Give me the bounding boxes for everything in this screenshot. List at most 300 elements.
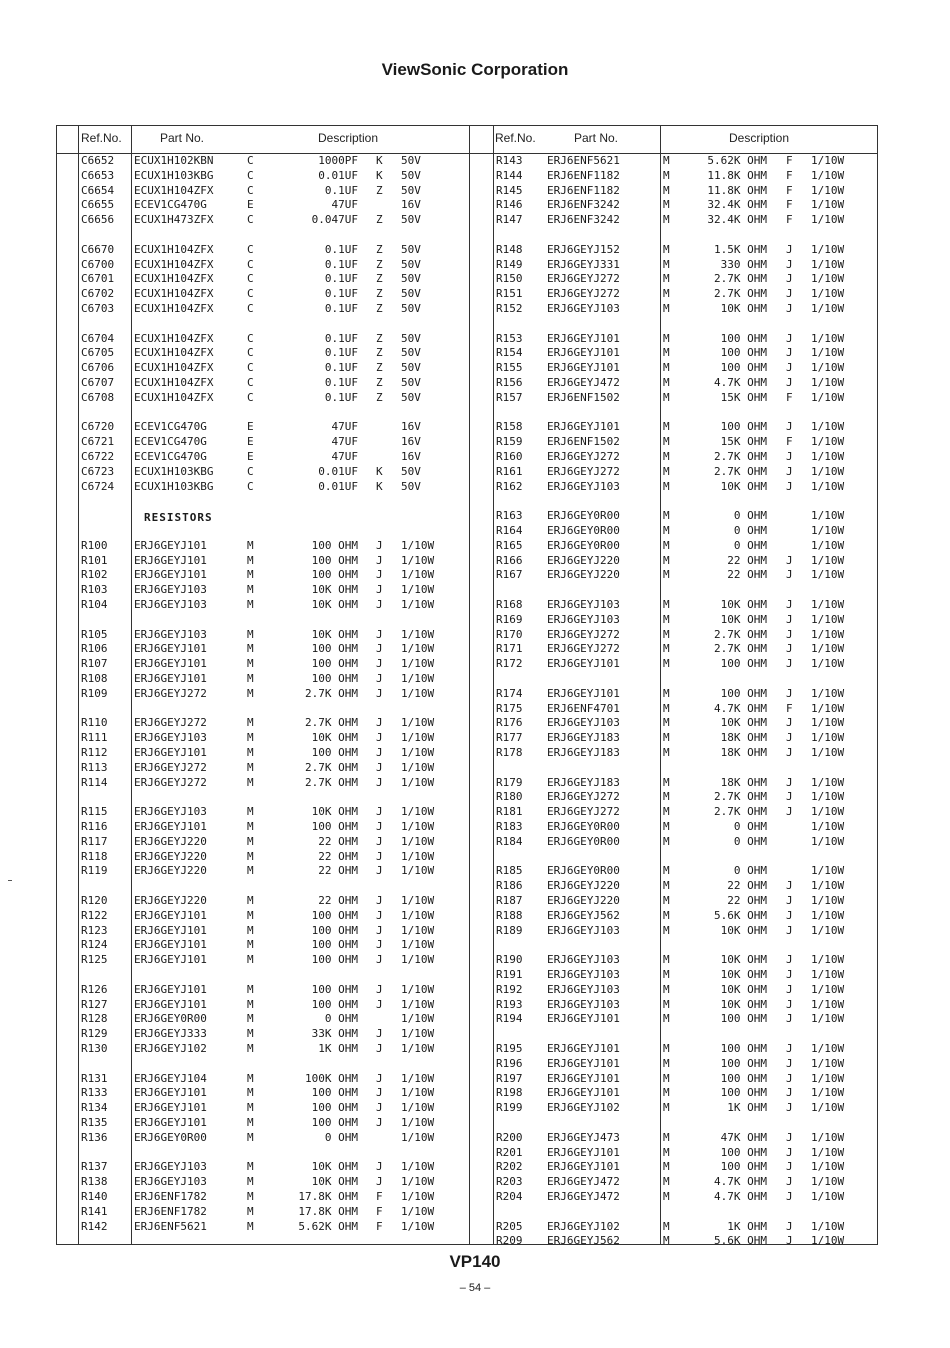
rating: 1/10W: [811, 390, 845, 404]
type: M: [247, 997, 254, 1011]
value: 47UF: [331, 435, 358, 449]
ref-no: R201: [496, 1145, 523, 1159]
part-no: ERJ6GEYJ183: [547, 731, 620, 745]
value: 0.1UF: [324, 390, 358, 404]
rating: 1/10W: [811, 479, 845, 493]
part-no: ERJ6GEYJ333: [134, 1027, 207, 1041]
type: M: [663, 1234, 670, 1248]
tolerance: J: [786, 731, 793, 745]
rating: 50V: [401, 479, 421, 493]
value: 1000PF: [318, 154, 358, 167]
tolerance: F: [376, 1204, 383, 1218]
ref-no: R185: [496, 864, 523, 878]
type: M: [663, 553, 670, 567]
table-row: [0, 953, 950, 967]
part-no: ERJ6GEYJ101: [134, 923, 207, 937]
table-row: [0, 1027, 950, 1041]
rating: 1/10W: [811, 213, 845, 227]
part-no: ERJ6GEY0R00: [547, 864, 620, 878]
tolerance: J: [376, 716, 383, 730]
value: 100 OHM: [311, 538, 358, 552]
rating: 1/10W: [401, 908, 435, 922]
rating: 50V: [401, 376, 421, 389]
type: M: [663, 376, 670, 389]
value: 11.8K OHM: [707, 183, 767, 197]
tolerance: J: [786, 1219, 793, 1233]
type: M: [247, 731, 254, 745]
ref-no: R107: [81, 657, 108, 671]
value: 0.1UF: [324, 272, 358, 286]
tolerance: Z: [376, 376, 383, 389]
tolerance: J: [376, 731, 383, 745]
table-row: [0, 480, 950, 494]
table-row: [0, 184, 950, 198]
part-no: ECUX1H104ZFX: [134, 331, 214, 345]
ref-no: R105: [81, 627, 108, 641]
part-no: ERJ6GEYJ101: [547, 361, 620, 375]
tolerance: J: [376, 1160, 383, 1174]
type: M: [663, 183, 670, 197]
table-row: [0, 243, 950, 257]
value: 10K OHM: [311, 598, 358, 611]
ref-no: C6723: [81, 464, 115, 478]
tolerance: J: [376, 1042, 383, 1055]
value: 47UF: [331, 420, 358, 434]
tolerance: J: [786, 257, 793, 271]
rating: 1/10W: [401, 805, 435, 819]
ref-no: R193: [496, 997, 523, 1011]
type: M: [663, 805, 670, 819]
ref-no: R191: [496, 968, 523, 981]
ref-no: R166: [496, 553, 523, 567]
part-no: ECEV1CG470G: [134, 420, 207, 434]
type: M: [247, 598, 254, 611]
ref-no: R168: [496, 598, 523, 611]
rating: 1/10W: [401, 894, 435, 907]
value: 100 OHM: [720, 420, 767, 434]
table-row: [0, 154, 950, 168]
table-row: [0, 687, 950, 701]
value: 22 OHM: [318, 894, 358, 907]
part-no: ERJ6GEYJ183: [547, 746, 620, 759]
ref-no: C6701: [81, 272, 115, 286]
type: M: [663, 390, 670, 404]
rating: 1/10W: [401, 686, 435, 700]
type: M: [247, 1175, 254, 1189]
type: M: [663, 686, 670, 700]
part-no: ECUX1H102KBN: [134, 154, 214, 167]
type: M: [247, 982, 254, 996]
tolerance: J: [376, 1101, 383, 1115]
table-row: [0, 1160, 950, 1174]
part-no: ERJ6GEYJ220: [134, 849, 207, 863]
type: M: [663, 642, 670, 656]
value: 18K OHM: [720, 746, 767, 759]
part-no: ERJ6GEYJ101: [134, 908, 207, 922]
ref-no: R156: [496, 376, 523, 389]
type: M: [247, 1160, 254, 1174]
rating: 1/10W: [401, 1086, 435, 1100]
rating: 1/10W: [401, 627, 435, 641]
ref-no: R187: [496, 894, 523, 907]
rating: 1/10W: [811, 598, 845, 611]
rating: 1/10W: [811, 716, 845, 730]
part-no: ERJ6GEY0R00: [547, 509, 620, 523]
table-row: [0, 346, 950, 360]
value: 0.1UF: [324, 242, 358, 256]
type: M: [663, 524, 670, 537]
tolerance: K: [376, 479, 383, 493]
rating: 1/10W: [401, 746, 435, 759]
table-row: [0, 642, 950, 656]
rating: 1/10W: [401, 820, 435, 833]
part-no: ERJ6GEY0R00: [547, 524, 620, 537]
table-row: [0, 909, 950, 923]
part-no: ERJ6ENF4701: [547, 701, 620, 715]
type: M: [663, 834, 670, 848]
type: M: [247, 849, 254, 863]
tolerance: J: [376, 553, 383, 567]
type: M: [663, 1012, 670, 1026]
ref-no: R100: [81, 538, 108, 552]
part-no: ECUX1H104ZFX: [134, 287, 214, 301]
part-no: ERJ6GEYJ104: [134, 1071, 207, 1085]
type: M: [663, 198, 670, 212]
part-no: ECUX1H104ZFX: [134, 346, 214, 360]
rating: 1/10W: [401, 864, 435, 878]
ref-no: C6652: [81, 154, 115, 167]
part-no: ERJ6GEYJ272: [134, 760, 207, 774]
part-no: ERJ6GEYJ102: [547, 1101, 620, 1115]
ref-no: R133: [81, 1086, 108, 1100]
table-row: [0, 391, 950, 405]
part-no: ERJ6GEYJ272: [547, 805, 620, 819]
tolerance: J: [786, 805, 793, 819]
value: 10K OHM: [720, 302, 767, 315]
part-no: ERJ6GEYJ103: [547, 612, 620, 626]
rating: 1/10W: [811, 1130, 845, 1144]
part-no: ERJ6ENF5621: [547, 154, 620, 167]
rating: 1/10W: [811, 1234, 845, 1248]
rating: 50V: [401, 213, 421, 227]
ref-no: R160: [496, 450, 523, 463]
type: M: [247, 760, 254, 774]
part-no: ERJ6GEY0R00: [134, 1130, 207, 1144]
rating: 1/10W: [811, 376, 845, 389]
type: M: [663, 1190, 670, 1203]
table-row: [0, 761, 950, 775]
value: 100 OHM: [720, 1145, 767, 1159]
part-no: ERJ6GEYJ103: [547, 302, 620, 315]
type: M: [663, 168, 670, 182]
value: 47UF: [331, 198, 358, 212]
tolerance: F: [786, 183, 793, 197]
value: 47K OHM: [720, 1130, 767, 1144]
tolerance: J: [786, 716, 793, 730]
value: 100 OHM: [311, 642, 358, 656]
value: 0 OHM: [733, 820, 767, 833]
part-no: ERJ6GEY0R00: [547, 538, 620, 552]
part-no: ERJ6GEYJ103: [547, 923, 620, 937]
ref-no: R171: [496, 642, 523, 656]
rating: 1/10W: [811, 420, 845, 434]
type: M: [663, 746, 670, 759]
part-no: ERJ6GEYJ562: [547, 908, 620, 922]
tolerance: J: [786, 1130, 793, 1144]
type: M: [663, 435, 670, 449]
value: 10K OHM: [311, 805, 358, 819]
table-row: [0, 657, 950, 671]
ref-no: R167: [496, 568, 523, 582]
rating: 1/10W: [811, 982, 845, 996]
tolerance: F: [376, 1190, 383, 1203]
type: M: [247, 938, 254, 952]
part-no: ECUX1H104ZFX: [134, 242, 214, 256]
tolerance: J: [376, 953, 383, 967]
part-no: ERJ6ENF1182: [547, 183, 620, 197]
ref-no: R195: [496, 1042, 523, 1055]
part-no: ERJ6GEYJ472: [547, 1175, 620, 1189]
part-no: ERJ6GEYJ101: [134, 1086, 207, 1100]
value: 100 OHM: [720, 1042, 767, 1055]
ref-no: R190: [496, 953, 523, 967]
ref-no: R111: [81, 731, 108, 745]
tolerance: J: [376, 1175, 383, 1189]
ref-no: R202: [496, 1160, 523, 1174]
rating: 1/10W: [811, 834, 845, 848]
type: M: [247, 746, 254, 759]
part-no: ERJ6GEYJ101: [547, 1012, 620, 1026]
rating: 1/10W: [811, 642, 845, 656]
ref-no: R180: [496, 790, 523, 804]
value: 0.1UF: [324, 287, 358, 301]
tolerance: F: [786, 154, 793, 167]
value: 100 OHM: [311, 953, 358, 967]
part-no: ERJ6GEYJ472: [547, 1190, 620, 1203]
ref-no: R150: [496, 272, 523, 286]
rating: 1/10W: [811, 509, 845, 523]
tolerance: J: [786, 1190, 793, 1203]
rating: 1/10W: [811, 746, 845, 759]
type: M: [663, 894, 670, 907]
tolerance: J: [376, 864, 383, 878]
rating: 1/10W: [811, 968, 845, 981]
rating: 1/10W: [811, 361, 845, 375]
part-no: ERJ6ENF1502: [547, 390, 620, 404]
tolerance: J: [376, 598, 383, 611]
value: 0 OHM: [733, 864, 767, 878]
rating: 1/10W: [401, 1042, 435, 1055]
rating: 1/10W: [401, 849, 435, 863]
tolerance: J: [786, 879, 793, 893]
rating: 1/10W: [811, 553, 845, 567]
ref-no: R101: [81, 553, 108, 567]
rating: 1/10W: [401, 834, 435, 848]
value: 15K OHM: [720, 390, 767, 404]
ref-no: R134: [81, 1101, 108, 1115]
part-no: ERJ6GEYJ103: [547, 598, 620, 611]
part-no: ERJ6GEYJ101: [547, 1145, 620, 1159]
rating: 1/10W: [811, 701, 845, 715]
table-row: [0, 554, 950, 568]
rating: 1/10W: [401, 672, 435, 685]
ref-no: R115: [81, 805, 108, 819]
type: C: [247, 287, 254, 301]
rating: 50V: [401, 272, 421, 286]
table-row: [0, 1205, 950, 1219]
tolerance: J: [376, 775, 383, 789]
part-no: ERJ6GEYJ102: [134, 1042, 207, 1055]
type: M: [247, 627, 254, 641]
ref-no: R131: [81, 1071, 108, 1085]
part-no: ERJ6GEYJ103: [547, 716, 620, 730]
rating: 1/10W: [811, 464, 845, 478]
part-no: ERJ6GEYJ103: [134, 598, 207, 611]
tolerance: J: [376, 583, 383, 597]
tolerance: J: [376, 997, 383, 1011]
table-row: [0, 287, 950, 301]
ref-no: R189: [496, 923, 523, 937]
rating: 1/10W: [811, 1086, 845, 1100]
type: C: [247, 213, 254, 227]
table-row: [0, 716, 950, 730]
type: M: [663, 302, 670, 315]
tolerance: J: [786, 287, 793, 301]
type: M: [663, 864, 670, 878]
left-ref-header: Ref.No.: [81, 131, 122, 145]
table-row: [0, 198, 950, 212]
ref-no: R159: [496, 435, 523, 449]
part-no: ERJ6GEYJ272: [134, 775, 207, 789]
value: 15K OHM: [720, 435, 767, 449]
value: 4.7K OHM: [714, 1175, 767, 1189]
tolerance: J: [786, 1071, 793, 1085]
part-no: ERJ6GEYJ101: [134, 672, 207, 685]
table-row: [0, 435, 950, 449]
rating: 1/10W: [811, 953, 845, 967]
part-no: ECUX1H103KBG: [134, 464, 214, 478]
type: E: [247, 198, 254, 212]
table-row: [0, 169, 950, 183]
rating: 1/10W: [811, 627, 845, 641]
type: M: [247, 716, 254, 730]
table-row: [0, 850, 950, 864]
type: C: [247, 257, 254, 271]
value: 2.7K OHM: [305, 760, 358, 774]
tolerance: J: [786, 420, 793, 434]
part-no: ERJ6GEYJ101: [134, 820, 207, 833]
type: C: [247, 390, 254, 404]
part-no: ERJ6GEYJ103: [547, 479, 620, 493]
ref-no: R172: [496, 657, 523, 671]
value: 32.4K OHM: [707, 213, 767, 227]
type: M: [663, 820, 670, 833]
rating: 1/10W: [401, 583, 435, 597]
rating: 1/10W: [811, 1056, 845, 1070]
part-no: ERJ6GEYJ220: [134, 894, 207, 907]
type: M: [247, 953, 254, 967]
rating: 1/10W: [401, 1190, 435, 1203]
table-row: [0, 1116, 950, 1130]
type: M: [247, 1219, 254, 1233]
value: 0 OHM: [733, 538, 767, 552]
value: 22 OHM: [727, 553, 767, 567]
ref-no: R120: [81, 894, 108, 907]
tolerance: Z: [376, 242, 383, 256]
value: 10K OHM: [720, 982, 767, 996]
ref-no: R128: [81, 1012, 108, 1026]
ref-no: R163: [496, 509, 523, 523]
type: M: [247, 1204, 254, 1218]
rating: 16V: [401, 450, 421, 463]
tolerance: Z: [376, 287, 383, 301]
tolerance: J: [376, 657, 383, 671]
table-row: [0, 879, 950, 893]
rating: 1/10W: [811, 923, 845, 937]
value: 0.1UF: [324, 376, 358, 389]
ref-no: R151: [496, 287, 523, 301]
ref-no: R209: [496, 1234, 523, 1248]
part-no: ECUX1H103KBG: [134, 479, 214, 493]
part-no: ERJ6GEYJ272: [547, 464, 620, 478]
table-row: [0, 731, 950, 745]
rating: 1/10W: [811, 346, 845, 360]
value: 10K OHM: [311, 583, 358, 597]
value: 0.01UF: [318, 479, 358, 493]
part-no: ERJ6ENF1782: [134, 1190, 207, 1203]
value: 100 OHM: [311, 1086, 358, 1100]
tolerance: J: [786, 568, 793, 582]
type: M: [247, 583, 254, 597]
type: M: [247, 923, 254, 937]
ref-no: R158: [496, 420, 523, 434]
part-no: ERJ6GEYJ152: [547, 242, 620, 256]
value: 22 OHM: [727, 568, 767, 582]
type: M: [247, 553, 254, 567]
rating: 16V: [401, 198, 421, 212]
rating: 1/10W: [401, 716, 435, 730]
type: M: [663, 1130, 670, 1144]
rating: 1/10W: [401, 1219, 435, 1233]
rating: 1/10W: [811, 1012, 845, 1026]
value: 100K OHM: [305, 1071, 358, 1085]
table-row: [0, 790, 950, 804]
ref-no: R188: [496, 908, 523, 922]
tolerance: Z: [376, 257, 383, 271]
table-row: [0, 776, 950, 790]
tolerance: J: [786, 894, 793, 907]
tolerance: J: [376, 760, 383, 774]
rating: 1/10W: [401, 775, 435, 789]
ref-no: R155: [496, 361, 523, 375]
table-row: [0, 924, 950, 938]
rating: 1/10W: [401, 642, 435, 656]
value: 1K OHM: [318, 1042, 358, 1055]
ref-no: R123: [81, 923, 108, 937]
part-no: ERJ6GEYJ101: [134, 538, 207, 552]
value: 10K OHM: [720, 598, 767, 611]
ref-no: R113: [81, 760, 108, 774]
value: 0.1UF: [324, 302, 358, 315]
type: M: [247, 1071, 254, 1085]
rating: 1/10W: [811, 168, 845, 182]
value: 1.5K OHM: [714, 242, 767, 256]
type: M: [663, 568, 670, 582]
value: 18K OHM: [720, 731, 767, 745]
value: 10K OHM: [720, 953, 767, 967]
part-no: ERJ6GEYJ473: [547, 1130, 620, 1144]
rating: 50V: [401, 361, 421, 375]
